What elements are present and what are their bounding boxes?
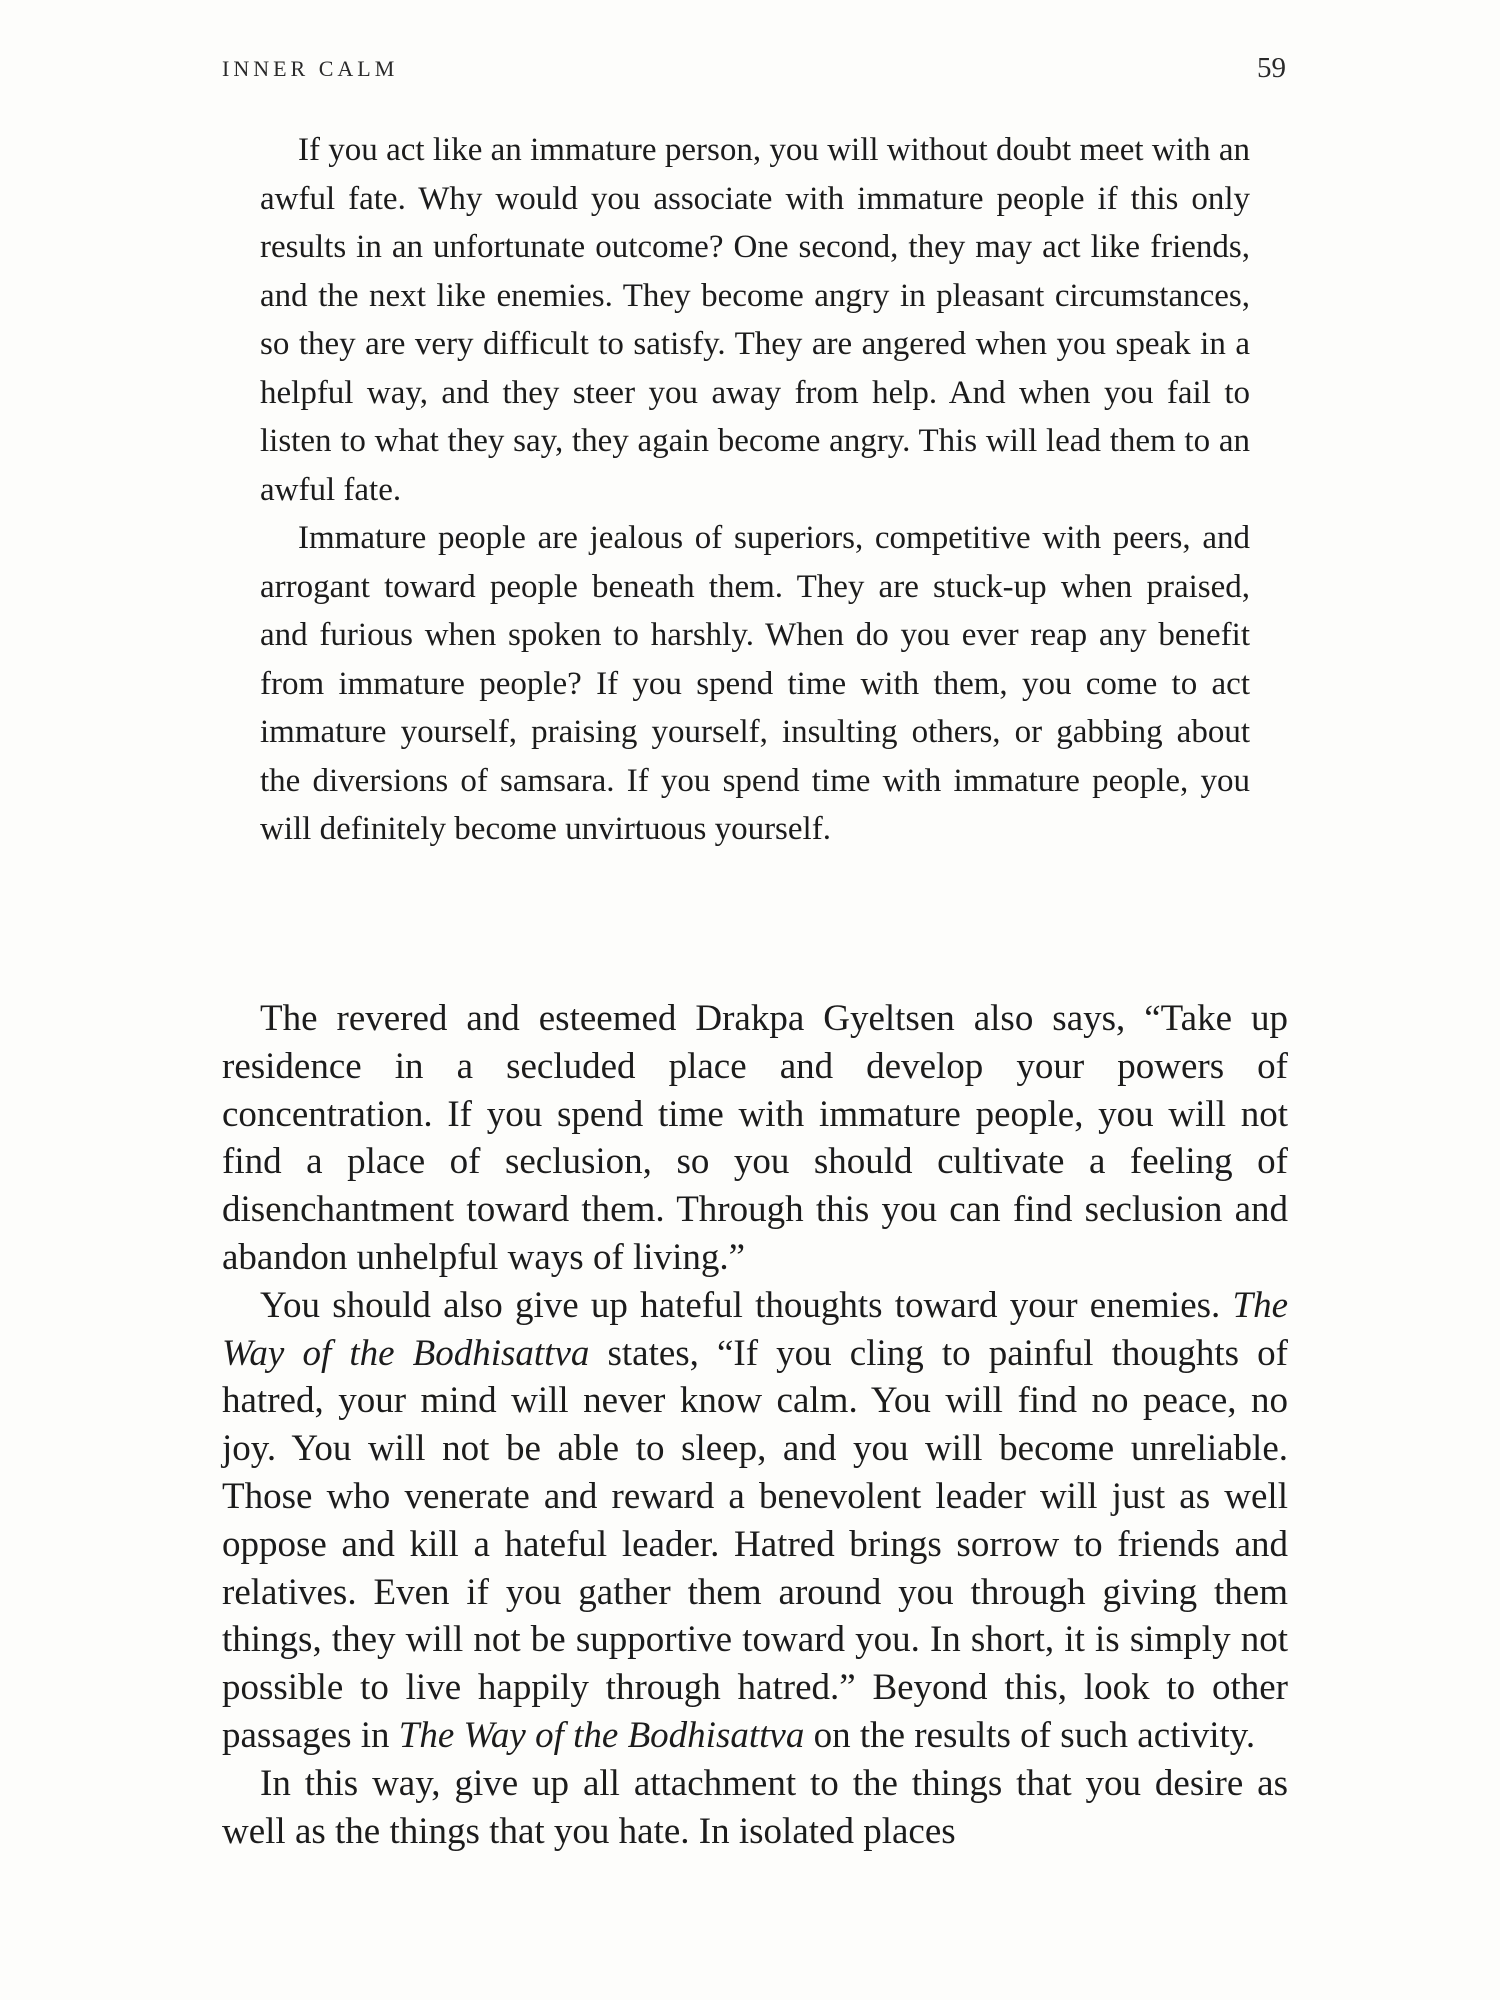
indented-quotation <box>260 126 1250 854</box>
body-paragraph-2-text-c: on the results of such activity. <box>813 1714 1256 1756</box>
quotation-paragraph-1: If you act like an immature person, you will without doubt meet with an awful fate. Why would you associate with immature people if this only results in an unfortunate outcome? One second, they may act like friends, and the next like enemies. They become angry in pleasant circumstances, so they are very difficult to satisfy. They are angered when you speak in a helpful way, and they steer you away from help. And when you fail to listen to what they say, they again become angry. This will lead them to an awful fate. <box>260 132 1250 508</box>
book-title-italic: The Way of the Bodhisattva <box>398 1714 805 1756</box>
page-number: 59 <box>1257 52 1286 84</box>
running-head <box>222 52 1286 92</box>
book-title-italic: The Way of the Bodhisattva <box>222 1284 1288 1374</box>
body-paragraph-2 <box>222 1282 1288 1760</box>
quotation-paragraph-2: Immature people are jealous of superiors, competitive with peers, and arrogant toward people beneath them. They are stuck-up when praised, and furious when spoken to harshly. When do you ever reap any benefit from immature people? If you spend time with them, you come to act immature yourself, praising yourself, insulting others, or gabbing about the diversions of samsara. If you spend time with immature people, you will definitely become unvirtuous yourself. <box>260 520 1250 847</box>
body-text <box>222 995 1288 1855</box>
body-paragraph-3: In this way, give up all attachment to the things that you desire as well as the things that you hate. In isolated places <box>222 1762 1288 1852</box>
body-paragraph-1: The revered and esteemed Drakpa Gyeltsen also says, “Take up residence in a secluded place and develop your powers of concentration. If you spend time with immature people, you will not find a place of seclusion, so you should cultivate a feeling of disenchantment toward them. Through this you can find seclusion and abandon unhelpful ways of living.” <box>222 998 1288 1278</box>
running-title: INNER CALM <box>222 56 399 81</box>
body-paragraph-2-text-b: states, “If you cling to painful thoughts of hatred, your mind will never know calm. You will find no peace, no joy. You will not be able to sleep, and you will become unreliable. Those who venerate and reward a benevolent leader will just as well oppose and kill a hateful leader. Hatred brings sorrow to friends and relatives. Even if you gather them around you through giving them things, they will not be supportive toward you. In short, it is simply not possible to live happily through hatred.” Beyond this, look to other passages in <box>222 1332 1288 1756</box>
body-paragraph-2-text-a: You should also give up hateful thoughts toward your enemies. <box>260 1284 1221 1326</box>
